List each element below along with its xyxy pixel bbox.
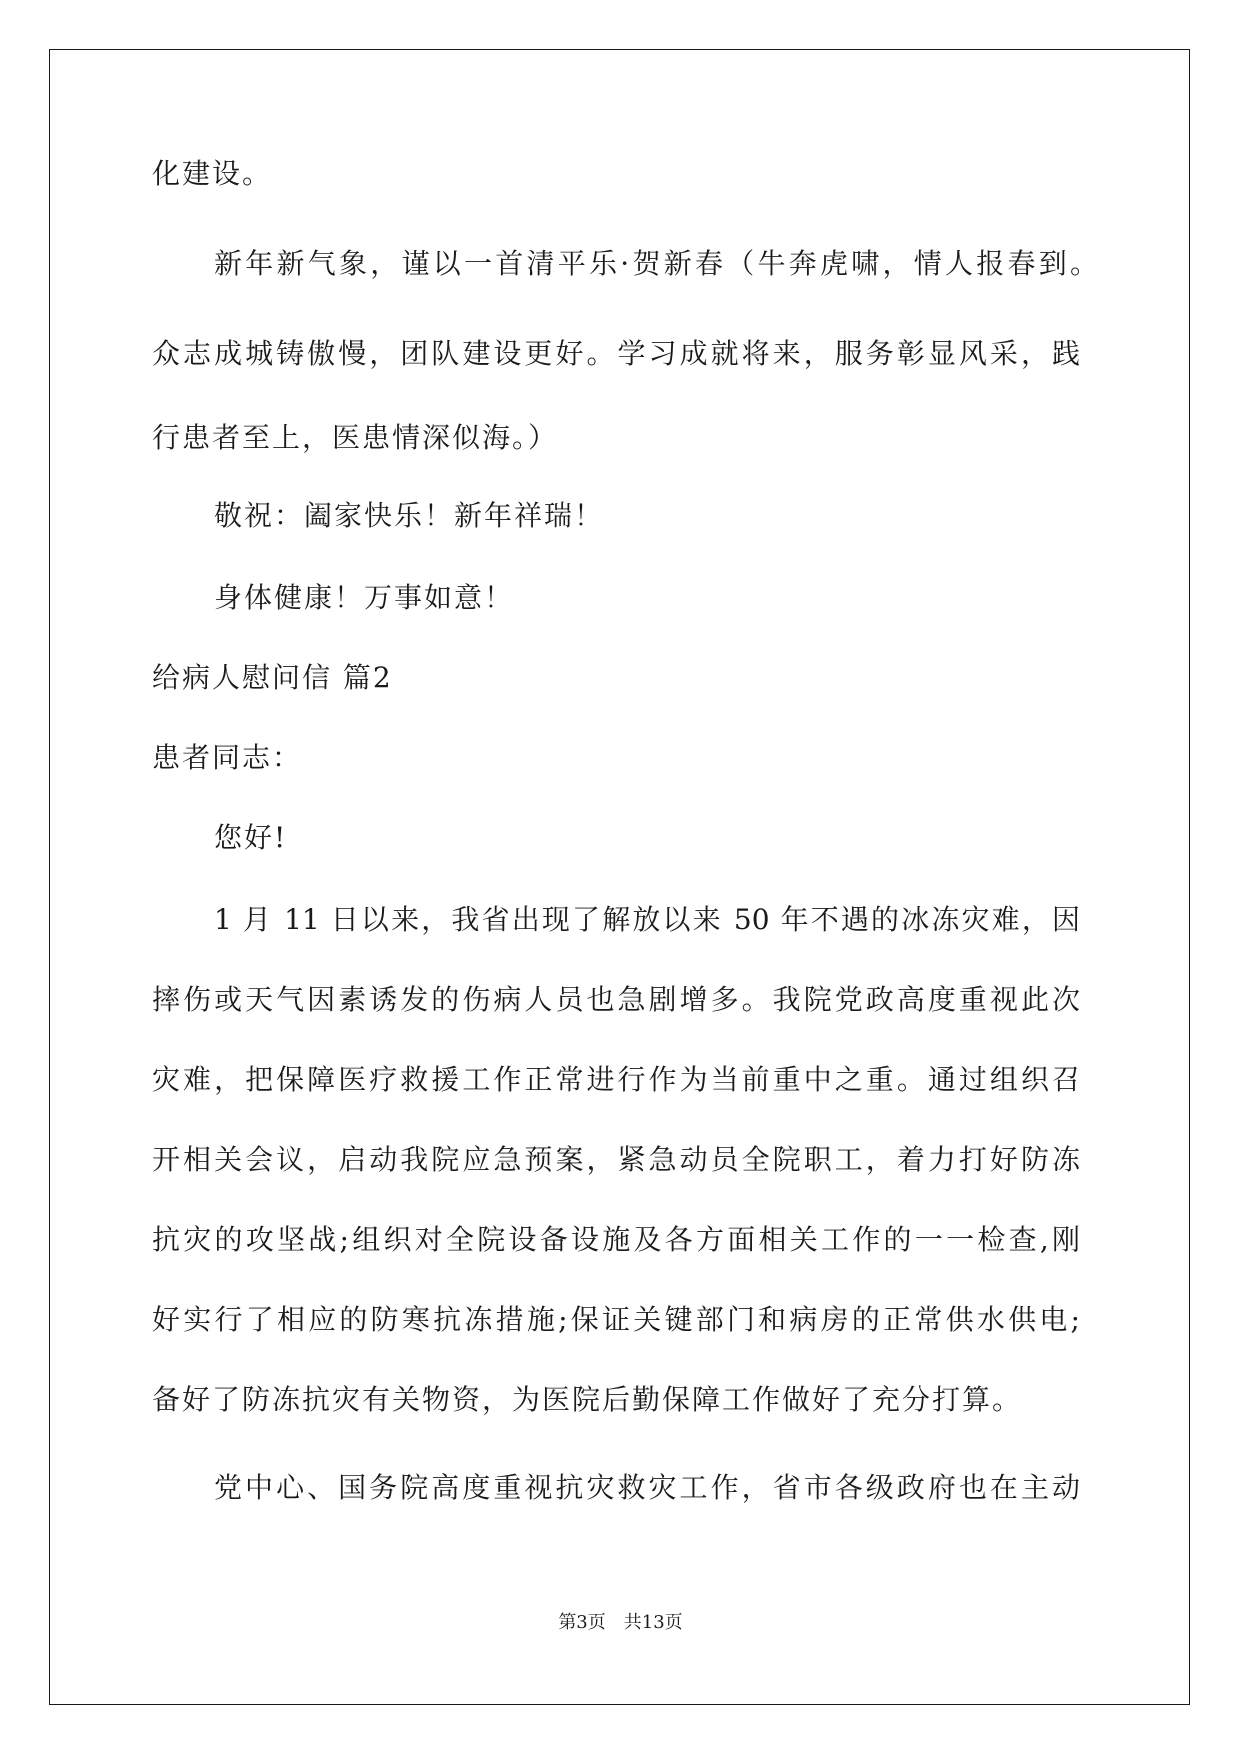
paragraph-line: 抗灾的攻坚战;组织对全院设备设施及各方面相关工作的一一检查,刚 xyxy=(152,1223,1080,1256)
paragraph-line: 新年新气象，谨以一首清平乐·贺新春（牛奔虎啸，情人报春到。 xyxy=(214,247,1098,280)
salutation: 患者同志： xyxy=(152,741,303,774)
paragraph-line: 摔伤或天气因素诱发的伤病人员也急剧增多。我院党政高度重视此次 xyxy=(152,983,1080,1016)
paragraph-line: 行患者至上，医患情深似海。） xyxy=(152,421,559,454)
section-heading: 给病人慰问信 篇2 xyxy=(152,661,393,694)
paragraph-line: 开相关会议，启动我院应急预案，紧急动员全院职工，着力打好防冻 xyxy=(152,1143,1080,1176)
page-border xyxy=(49,49,1190,1705)
greeting: 您好! xyxy=(214,821,288,854)
paragraph-line: 众志成城铸傲慢，团队建设更好。学习成就将来，服务彰显风采，践 xyxy=(152,337,1080,370)
paragraph-line: 1 月 11 日以来，我省出现了解放以来 50 年不遇的冰冻灾难，因 xyxy=(214,903,1080,936)
page-number-footer: 第3页 共13页 xyxy=(558,1612,683,1633)
paragraph-line: 化建设。 xyxy=(152,157,273,190)
paragraph-line: 备好了防冻抗灾有关物资，为医院后勤保障工作做好了充分打算。 xyxy=(152,1383,1023,1416)
paragraph-line: 好实行了相应的防寒抗冻措施;保证关键部门和病房的正常供水供电; xyxy=(152,1303,1080,1336)
paragraph-line: 党中心、国务院高度重视抗灾救灾工作，省市各级政府也在主动 xyxy=(214,1471,1080,1504)
paragraph-line: 灾难，把保障医疗救援工作正常进行作为当前重中之重。通过组织召 xyxy=(152,1063,1080,1096)
paragraph-line: 身体健康！万事如意！ xyxy=(214,581,515,614)
paragraph-line: 敬祝：阖家快乐！新年祥瑞！ xyxy=(214,499,605,532)
